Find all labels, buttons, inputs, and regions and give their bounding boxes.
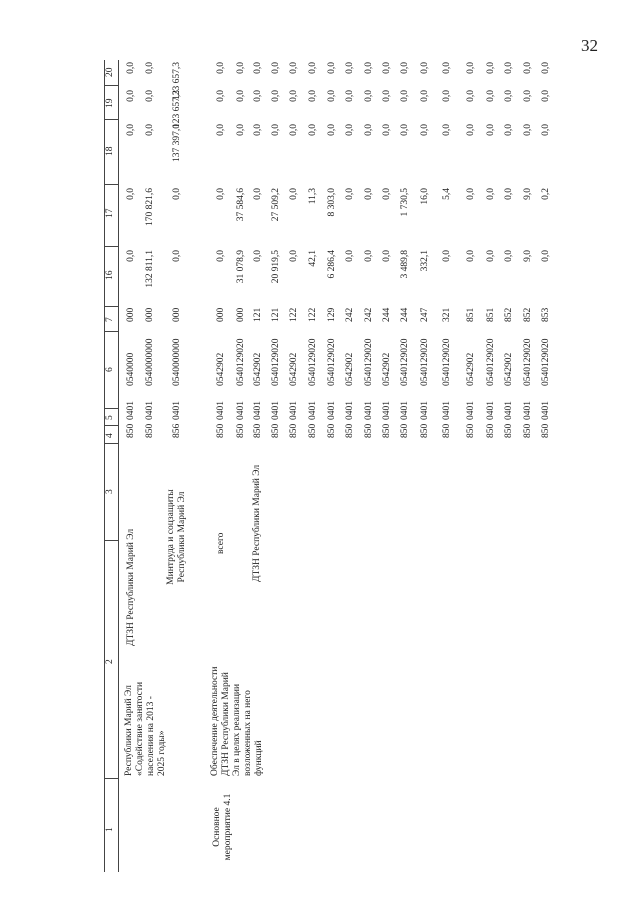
table-cell: 0,0 — [504, 250, 514, 262]
table-cell: 0,0 — [523, 62, 533, 74]
table-cell: 852 — [504, 307, 514, 322]
table-cell: 0401 — [364, 401, 374, 420]
table-cell: 0,0 — [442, 124, 452, 136]
table-cell: 0,0 — [442, 250, 452, 262]
table-cell: 0542902 — [253, 352, 263, 386]
table-cell: 321 — [442, 307, 452, 322]
table-cell: 122 — [289, 307, 299, 322]
table-cell: 0,0 — [364, 62, 374, 74]
table-cell: 0401 — [420, 401, 430, 420]
table-cell: 0542902 — [382, 352, 392, 386]
table-cell: 0,0 — [466, 188, 476, 200]
header-sep — [104, 184, 118, 185]
table-cell: 0540000 — [126, 352, 136, 386]
table-cell: 0540129020 — [308, 338, 318, 386]
table-cell: 000 — [126, 307, 136, 322]
table-cell: 247 — [420, 307, 430, 322]
table-cell: 0,0 — [364, 124, 374, 136]
header-sep — [104, 408, 118, 409]
table-cell: 850 — [271, 423, 281, 438]
header-col-6: 6 — [105, 367, 115, 372]
table-cell: 0540000000 — [145, 338, 155, 386]
table-cell: 0,0 — [289, 188, 299, 200]
table-cell: 0,0 — [364, 90, 374, 102]
table-cell: 850 — [382, 423, 392, 438]
table-cell: 0,0 — [486, 188, 496, 200]
header-sep — [104, 85, 118, 86]
table-cell: 27 509,2 — [271, 188, 281, 222]
table-cell: 0,0 — [345, 124, 355, 136]
table-cell: 850 — [523, 423, 533, 438]
table-cell: 0,0 — [486, 62, 496, 74]
table-cell: 0540129020 — [541, 338, 551, 386]
table-cell: 0,0 — [126, 188, 136, 200]
table-cell: 850 — [289, 423, 299, 438]
table-cell: 0401 — [145, 401, 155, 420]
table-cell: 132 811,1 — [145, 250, 155, 288]
header-col-3: 3 — [105, 489, 115, 494]
table-cell: 0,0 — [327, 62, 337, 74]
table-cell: 0,0 — [442, 90, 452, 102]
table-cell: 137 397,0 — [172, 124, 182, 162]
table-cell: 0401 — [327, 401, 337, 420]
table-cell: 170 821,6 — [145, 188, 155, 226]
table-cell: 0,0 — [345, 90, 355, 102]
table-cell: 0,0 — [289, 62, 299, 74]
table-cell: 0,0 — [216, 90, 226, 102]
table-cell: 0,0 — [504, 90, 514, 102]
header-col-17: 17 — [105, 208, 115, 218]
table-cell: 0542902 — [504, 352, 514, 386]
table-cell: 0,0 — [400, 62, 410, 74]
table-cell: 0,0 — [126, 250, 136, 262]
header-sep — [104, 540, 118, 541]
table-cell: 0401 — [216, 401, 226, 420]
table-cell: 0,0 — [289, 90, 299, 102]
table-cell: 0,0 — [541, 250, 551, 262]
table-top-rule — [104, 60, 105, 872]
table-cell: 5,4 — [442, 188, 452, 200]
header-col-20: 20 — [105, 67, 115, 77]
table-cell: 0,0 — [236, 90, 246, 102]
table-cell: 0401 — [382, 401, 392, 420]
header-col-4: 4 — [105, 433, 115, 438]
table-cell: 8 303,0 — [327, 188, 337, 217]
table-cell: 0,0 — [486, 124, 496, 136]
table-cell: 0,0 — [216, 124, 226, 136]
table-cell: 0540129020 — [271, 338, 281, 386]
table-cell: 0,0 — [382, 62, 392, 74]
table-cell: 0,0 — [523, 124, 533, 136]
table-cell: 0,0 — [345, 62, 355, 74]
table-cell: 850 — [466, 423, 476, 438]
table-cell: 0540129020 — [442, 338, 452, 386]
table-cell: 850 — [327, 423, 337, 438]
page-number: 32 — [581, 36, 598, 55]
table-cell: 850 — [236, 423, 246, 438]
table-cell: 0,0 — [327, 124, 337, 136]
table-cell: 122 — [308, 307, 318, 322]
table-cell: 242 — [364, 307, 374, 322]
table-cell: 0,0 — [253, 90, 263, 102]
table-cell: 0,0 — [382, 250, 392, 262]
table-cell: 0540129020 — [364, 338, 374, 386]
table-cell: 0540129020 — [523, 338, 533, 386]
mintruda-label: Минтруда и соцзащиты Республики Марий Эл — [166, 489, 187, 585]
table-cell: 0,0 — [504, 188, 514, 200]
header-sep — [104, 778, 118, 779]
header-col-1: 1 — [105, 827, 115, 832]
table-cell: 0,0 — [145, 124, 155, 136]
table-cell: 0,0 — [145, 62, 155, 74]
table-cell: 0,0 — [541, 62, 551, 74]
table-cell: 0,0 — [236, 62, 246, 74]
table-cell: 332,1 — [420, 250, 430, 272]
table-cell: 1 730,5 — [400, 188, 410, 217]
table-cell: 0401 — [466, 401, 476, 420]
table-cell: 11,3 — [308, 188, 318, 205]
table-cell: 0,0 — [400, 90, 410, 102]
header-sep — [104, 443, 118, 444]
table-cell: 20 919,5 — [271, 250, 281, 284]
header-col-7: 7 — [105, 317, 115, 322]
header-col-5: 5 — [105, 415, 115, 420]
table-cell: 0401 — [541, 401, 551, 420]
table-cell: 000 — [172, 307, 182, 322]
activity-description: Обеспечение деятельности ДТЗН Республики Марий Эл в целях реализации возложенных на него функций — [210, 666, 264, 776]
table-cell: 123 657,3 — [172, 62, 182, 100]
table-cell: 0,0 — [466, 90, 476, 102]
header-col-19: 19 — [105, 98, 115, 108]
table-cell: 850 — [345, 423, 355, 438]
table-cell: 0542902 — [466, 352, 476, 386]
table-cell: 3 489,8 — [400, 250, 410, 279]
table-cell: 0,0 — [345, 188, 355, 200]
table-cell: 000 — [236, 307, 246, 322]
table-cell: 850 — [420, 423, 430, 438]
header-sep — [104, 246, 118, 247]
header-sep — [104, 306, 118, 307]
table-cell: 0401 — [289, 401, 299, 420]
table-cell: 0401 — [172, 401, 182, 420]
table-cell: 0,0 — [216, 188, 226, 200]
table-cell: 0,0 — [364, 188, 374, 200]
table-cell: 0540129020 — [236, 338, 246, 386]
table-cell: 0,0 — [253, 124, 263, 136]
table-cell: 0,0 — [523, 90, 533, 102]
table-cell: 0,0 — [466, 124, 476, 136]
table-cell: 0401 — [486, 401, 496, 420]
dtzn-label: ДТЗН Республики Марий Эл — [126, 528, 136, 646]
table-cell: 0,0 — [382, 90, 392, 102]
table-cell: 0,0 — [308, 124, 318, 136]
table-cell: 0401 — [345, 401, 355, 420]
header-col-16: 16 — [105, 270, 115, 280]
table-cell: 0,0 — [126, 90, 136, 102]
table-cell: 0,0 — [145, 90, 155, 102]
table-cell: 0,0 — [253, 62, 263, 74]
table-cell: 0401 — [253, 401, 263, 420]
dtzn-label-2: ДТЗН Республики Марий Эл — [252, 464, 262, 582]
table-cell: 0,0 — [466, 62, 476, 74]
table-cell: 121 — [271, 307, 281, 322]
table-cell: 16,0 — [420, 188, 430, 205]
table-cell: 0,0 — [289, 124, 299, 136]
table-cell: 9,0 — [523, 250, 533, 262]
table-cell: 0401 — [271, 401, 281, 420]
table-cell: 0,0 — [289, 250, 299, 262]
table-cell: 0540129020 — [486, 338, 496, 386]
total-label: всего — [216, 532, 226, 554]
table-cell: 850 — [442, 423, 452, 438]
table-cell: 850 — [400, 423, 410, 438]
table-cell: 0,0 — [400, 124, 410, 136]
table-cell: 853 — [541, 307, 551, 322]
table-cell: 6 286,4 — [327, 250, 337, 279]
table-cell: 850 — [486, 423, 496, 438]
table-cell: 0,0 — [466, 250, 476, 262]
table-cell: 0,0 — [486, 90, 496, 102]
table-cell: 121 — [253, 307, 263, 322]
table-cell: 242 — [345, 307, 355, 322]
header-sep — [104, 425, 118, 426]
table-cell: 851 — [486, 307, 496, 322]
table-cell: 850 — [504, 423, 514, 438]
main-activity-label: Основное мероприятие 4.1 — [212, 793, 233, 861]
table-cell: 0,0 — [253, 188, 263, 200]
header-bottom-rule — [118, 60, 119, 872]
table-cell: 31 078,9 — [236, 250, 246, 284]
table-cell: 0542902 — [345, 352, 355, 386]
table-cell: 244 — [382, 307, 392, 322]
table-cell: 000 — [216, 307, 226, 322]
table-cell: 0,0 — [420, 90, 430, 102]
table-cell: 0540000000 — [172, 338, 182, 386]
header-sep — [104, 119, 118, 120]
table-cell: 0401 — [308, 401, 318, 420]
table-cell: 850 — [364, 423, 374, 438]
table-cell: 0,0 — [541, 124, 551, 136]
table-cell: 0,0 — [345, 250, 355, 262]
table-cell: 0,0 — [504, 62, 514, 74]
table-cell: 0,0 — [216, 250, 226, 262]
table-cell: 0,0 — [271, 90, 281, 102]
table-cell: 123 657,3 — [172, 90, 182, 128]
table-cell: 0,0 — [216, 62, 226, 74]
table-cell: 0,0 — [253, 250, 263, 262]
table-cell: 850 — [253, 423, 263, 438]
table-cell: 0401 — [126, 401, 136, 420]
table-cell: 0,0 — [382, 188, 392, 200]
table-cell: 9,0 — [523, 188, 533, 200]
table-cell: 0540129020 — [420, 338, 430, 386]
table-cell: 42,1 — [308, 250, 318, 267]
table-cell: 850 — [308, 423, 318, 438]
table-cell: 0542902 — [216, 352, 226, 386]
table-cell: 0,0 — [486, 250, 496, 262]
table-cell: 0542902 — [289, 352, 299, 386]
table-cell: 0,0 — [172, 188, 182, 200]
header-col-2: 2 — [105, 659, 115, 664]
table-cell: 0,0 — [541, 90, 551, 102]
table-cell: 850 — [145, 423, 155, 438]
table-cell: 0,0 — [382, 124, 392, 136]
table-cell: 0,0 — [327, 90, 337, 102]
table-cell: 0,0 — [271, 62, 281, 74]
table-cell: 0,0 — [442, 62, 452, 74]
table-cell: 0,0 — [420, 124, 430, 136]
table-cell: 0,0 — [308, 62, 318, 74]
table-cell: 851 — [466, 307, 476, 322]
program-name: Республики Марий Эл «Содействие занятости населения на 2013 - 2025 годы» — [124, 681, 167, 776]
table-cell: 0,0 — [126, 62, 136, 74]
table-cell: 0,0 — [236, 124, 246, 136]
table-cell: 0401 — [236, 401, 246, 420]
header-sep — [104, 331, 118, 332]
table-cell: 850 — [126, 423, 136, 438]
table-cell: 0,0 — [126, 124, 136, 136]
table-cell: 129 — [327, 307, 337, 322]
table-cell: 0,0 — [504, 124, 514, 136]
table-cell: 244 — [400, 307, 410, 322]
table-cell: 0401 — [523, 401, 533, 420]
table-cell: 0,0 — [420, 62, 430, 74]
table-cell: 000 — [145, 307, 155, 322]
header-col-18: 18 — [105, 146, 115, 156]
table-cell: 0401 — [400, 401, 410, 420]
table-cell: 37 584,6 — [236, 188, 246, 222]
table-cell: 0401 — [504, 401, 514, 420]
table-cell: 0401 — [442, 401, 452, 420]
table-cell: 852 — [523, 307, 533, 322]
table-cell: 0540129020 — [400, 338, 410, 386]
table-cell: 850 — [541, 423, 551, 438]
table-cell: 0,0 — [364, 250, 374, 262]
table-cell: 0540129020 — [327, 338, 337, 386]
table-cell: 0,0 — [308, 90, 318, 102]
table-cell: 0,2 — [541, 188, 551, 200]
table-cell: 856 — [172, 423, 182, 438]
table-cell: 0,0 — [271, 124, 281, 136]
table-cell: 0,0 — [172, 250, 182, 262]
table-cell: 850 — [216, 423, 226, 438]
